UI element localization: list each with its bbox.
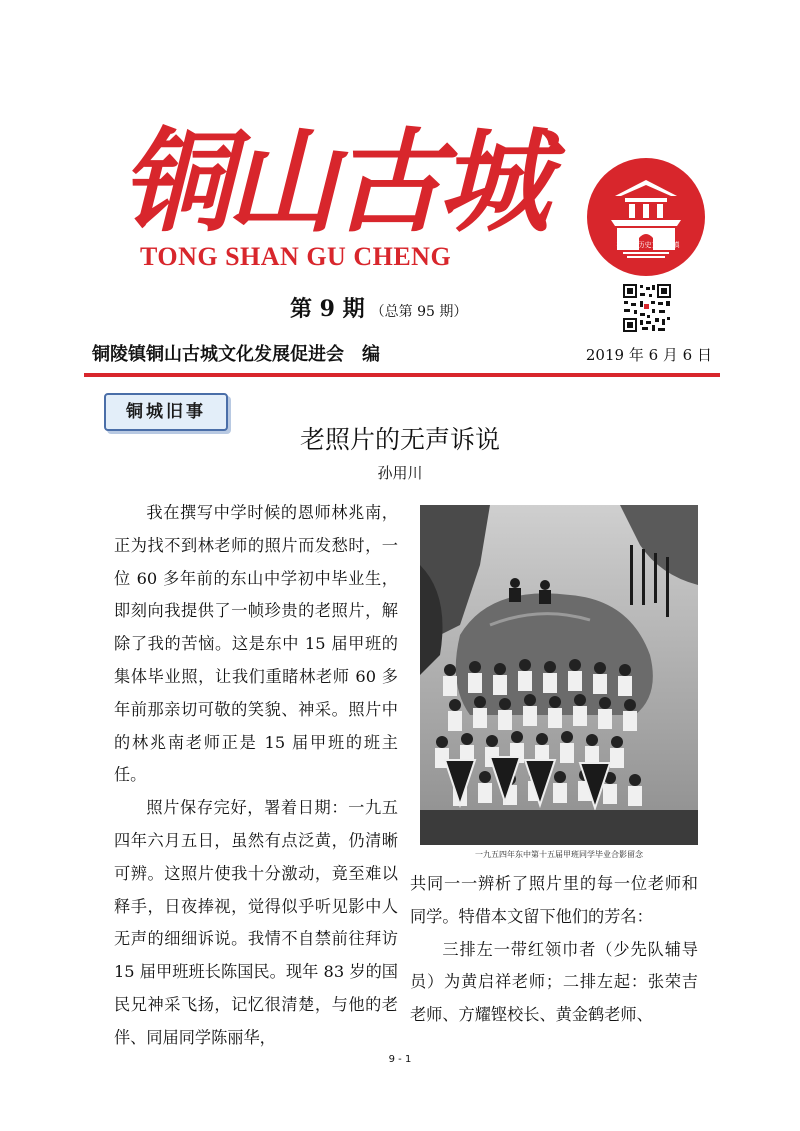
issue-date: 2019 年 6 月 6 日 (585, 346, 712, 364)
article-author: 孙用川 (377, 464, 423, 482)
issue-total: （总第 95 期） (370, 304, 468, 320)
page-number: 9 - 1 (388, 1054, 412, 1065)
issue-main: 第 9 期 (290, 296, 365, 322)
article-body-right (410, 868, 698, 1032)
paragraph: 我在撰写中学时候的恩师林兆南，正为找不到林老师的照片而发愁时，一位 60 多年前的东山中学初中毕业生，即刻向我提供了一帧珍贵的老照片，解除了我的苦恼。这是东中 15 届甲班的集体毕业照，让我们重睹林老师 60 多年前那亲切可敬的笑貌、神采。照片中的林兆南老师正是 15 届甲班的班主任。 (114, 503, 398, 785)
city-gate-logo-icon (587, 158, 705, 276)
seal-caption: 福建省历史文化名镇 (616, 241, 680, 249)
group-photo (420, 505, 698, 845)
article-body-left (114, 497, 398, 1055)
photo-caption: 一九五四年东中第十五届甲班同学毕业合影留念 (475, 850, 643, 859)
article-title: 老照片的无声诉说 (299, 425, 500, 454)
paragraph: 照片保存完好，署着日期：一九五四年六月五日，虽然有点泛黄，仍清晰可辨。这照片使我十分激动，竟至难以释手，日夜捧视，觉得似乎听见影中人无声的细细诉说。我情不自禁前往拜访 15 届甲班班长陈国民。现年 83 岁的国民兄神采飞扬，记忆很清楚，与他的老伴、同届同学陈丽华， (114, 798, 398, 1047)
qr-code-icon (622, 283, 672, 333)
masthead-title: 铜山古城 (120, 117, 544, 248)
masthead-pinyin: TONG SHAN GU CHENG (140, 242, 452, 271)
issue-number (290, 292, 467, 328)
publisher-line (92, 340, 712, 370)
paragraph-continuation: 共同一一辨析了照片里的每一位老师和同学。特借本文留下他们的芳名： (410, 874, 698, 926)
paragraph: 三排左一带红领巾者（少先队辅导员）为黄启祥老师；二排左起：张荣吉老师、方耀铿校长、黄金鹤老师、 (410, 939, 698, 1025)
column-tag-label: 铜城旧事 (126, 402, 206, 422)
header-divider (84, 373, 720, 377)
publisher-name: 铜陵镇铜山古城文化发展促进会 编 (92, 344, 380, 365)
